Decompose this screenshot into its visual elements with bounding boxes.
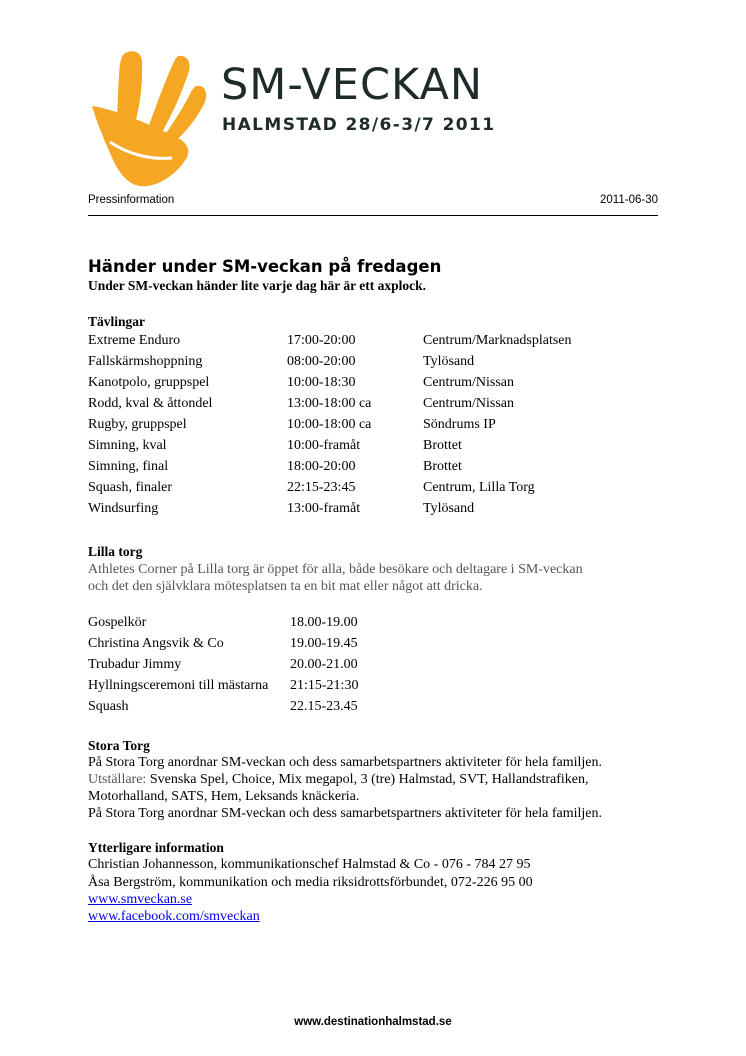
- act-time: 18.00-19.00: [290, 615, 358, 630]
- event-name: Rugby, gruppspel: [88, 417, 187, 432]
- contact-1: Christian Johannesson, kommunikationschef Halmstad & Co - 076 - 784 27 95: [88, 857, 531, 872]
- stora-torg-heading: Stora Torg: [88, 738, 150, 753]
- sm-veckan-logo-icon: [88, 46, 218, 191]
- event-name: Windsurfing: [88, 501, 159, 516]
- event-place: Brottet: [423, 459, 462, 474]
- competitions-heading: Tävlingar: [88, 314, 146, 329]
- event-time: 17:00-20:00: [287, 333, 356, 348]
- event-place: Tylösand: [423, 354, 475, 369]
- act-name: Squash: [88, 699, 129, 714]
- act-time: 20.00-21.00: [290, 657, 358, 672]
- event-time: 08:00-20:00: [287, 354, 356, 369]
- page-title: Händer under SM-veckan på fredagen: [88, 257, 442, 276]
- act-name: Christina Angsvik & Co: [88, 636, 224, 651]
- stora-torg-line4: På Stora Torg anordnar SM-veckan och dess samarbetspartners aktiviteter för hela familjen.: [88, 806, 603, 821]
- event-time: 13:00-18:00 ca: [287, 396, 372, 411]
- lilla-torg-heading: Lilla torg: [88, 544, 143, 559]
- event-place: Brottet: [423, 438, 462, 453]
- contact-2: Åsa Bergström, kommunikation och media riksidrottsförbundet, 072-226 95 00: [88, 875, 533, 890]
- act-name: Trubadur Jimmy: [88, 657, 182, 672]
- stora-torg-exhibitors: [88, 771, 589, 788]
- event-time: 10:00-18:00 ca: [287, 417, 372, 432]
- event-time: 10:00-framåt: [287, 438, 361, 453]
- exhibitors-text: Svenska Spel, Choice, Mix megapol, 3 (tre) Halmstad, SVT, Hallandstrafiken,: [146, 772, 589, 787]
- header-rule: [88, 215, 658, 216]
- event-time: 10:00-18:30: [287, 375, 356, 390]
- event-name: Fallskärmshoppning: [88, 354, 203, 369]
- act-name: Gospelkör: [88, 615, 147, 630]
- press-label: Pressinformation: [88, 194, 175, 206]
- event-place: Centrum/Nissan: [423, 396, 514, 411]
- event-place: Centrum, Lilla Torg: [423, 480, 535, 495]
- event-name: Simning, kval: [88, 438, 167, 453]
- more-info-heading: Ytterligare information: [88, 840, 224, 855]
- footer-url: www.destinationhalmstad.se: [294, 1016, 452, 1028]
- act-time: 19.00-19.45: [290, 636, 358, 651]
- lilla-torg-intro-line1: Athletes Corner på Lilla torg är öppet för alla, både besökare och deltagare i SM-veckan: [88, 562, 583, 577]
- event-place: Tylösand: [423, 501, 475, 516]
- stora-torg-line1: På Stora Torg anordnar SM-veckan och dess samarbetspartners aktiviteter för hela familjen.: [88, 755, 603, 770]
- logo-subtitle: HALMSTAD 28/6-3/7 2011: [222, 115, 496, 135]
- act-time: 22.15-23.45: [290, 699, 358, 714]
- event-place: Centrum/Marknadsplatsen: [423, 333, 572, 348]
- page-subtitle: Under SM-veckan händer lite varje dag här är ett axplock.: [88, 278, 426, 293]
- event-name: Extreme Enduro: [88, 333, 181, 348]
- stora-torg-line3: Motorhalland, SATS, Hem, Leksands knäckeria.: [88, 789, 360, 804]
- event-time: 13:00-framåt: [287, 501, 361, 516]
- event-name: Rodd, kval & åttondel: [88, 396, 213, 411]
- event-time: 18:00-20:00: [287, 459, 356, 474]
- event-name: Squash, finaler: [88, 480, 172, 495]
- press-date: 2011-06-30: [600, 194, 658, 206]
- website-link[interactable]: www.smveckan.se: [88, 892, 193, 907]
- event-place: Centrum/Nissan: [423, 375, 514, 390]
- event-name: Kanotpolo, gruppspel: [88, 375, 210, 390]
- lilla-torg-intro-line2: och det den självklara mötesplatsen ta en bit mat eller något att dricka.: [88, 579, 483, 594]
- exhibitors-label: Utställare:: [88, 772, 147, 787]
- facebook-link[interactable]: www.facebook.com/smveckan: [88, 909, 260, 924]
- act-name: Hyllningsceremoni till mästarna: [88, 678, 269, 693]
- act-time: 21:15-21:30: [290, 678, 359, 693]
- event-time: 22:15-23:45: [287, 480, 356, 495]
- event-place: Söndrums IP: [423, 417, 496, 432]
- logo-title: SM-VECKAN: [221, 60, 484, 110]
- event-name: Simning, final: [88, 459, 169, 474]
